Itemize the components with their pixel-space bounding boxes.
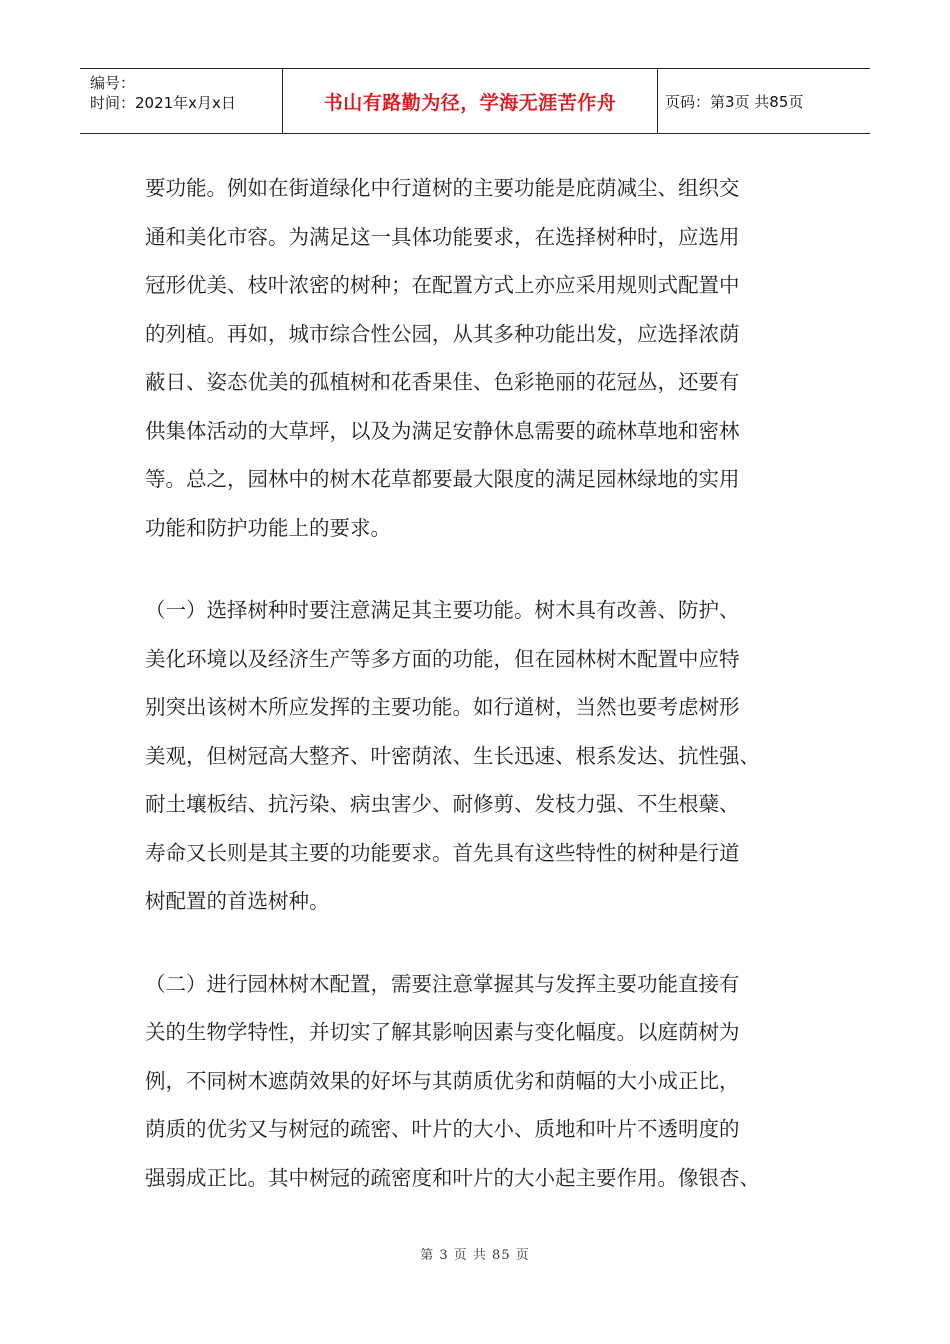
- paragraph-2: [145, 586, 825, 926]
- text-line: 的列植。再如，城市综合性公园，从其多种功能出发，应选择浓荫: [145, 321, 740, 346]
- text-line: 耐土壤板结、抗污染、病虫害少、耐修剪、发枝力强、不生根蘖、: [145, 792, 740, 816]
- text-line: 冠形优美、枝叶浓密的树种；在配置方式上亦应采用规则式配置中: [145, 273, 740, 297]
- text-line: 功能和防护功能上的要求。: [145, 515, 391, 540]
- text-line: 等。总之，园林中的树木花草都要最大限度的满足园林绿地的实用: [145, 467, 740, 491]
- text-line: 美化环境以及经济生产等多方面的功能，但在园林树木配置中应特: [145, 646, 740, 671]
- text-line: 荫质的优劣又与树冠的疏密、叶片的大小、质地和叶片不透明度的: [145, 1117, 740, 1141]
- text-line: 美观，但树冠高大整齐、叶密荫浓、生长迅速、根系发达、抗性强、: [145, 743, 760, 768]
- paragraph-gap: [145, 926, 825, 960]
- serial-label: 编号：: [90, 74, 136, 92]
- paragraph-1: [145, 164, 825, 552]
- page-header: [80, 68, 870, 134]
- document-body: [145, 164, 825, 1202]
- header-meta: [90, 73, 236, 113]
- paragraph-3: [145, 960, 825, 1203]
- text-line: （一）选择树种时要注意满足其主要功能。树木具有改善、防护、: [145, 598, 740, 622]
- text-line: 蔽日、姿态优美的孤植树和花香果佳、色彩艳丽的花冠丛，还要有: [145, 370, 740, 394]
- header-page-info: 页码：第3页 共85页: [665, 92, 804, 111]
- header-motto: 书山有路勤为径，学海无涯苦作舟: [323, 91, 617, 114]
- text-line: 例，不同树木遮荫效果的好坏与其荫质优劣和荫幅的大小成正比，: [145, 1068, 740, 1093]
- text-line: 供集体活动的大草坪，以及为满足安静休息需要的疏林草地和密林: [145, 418, 740, 443]
- text-line: 别突出该树木所应发挥的主要功能。如行道树，当然也要考虑树形: [145, 695, 740, 719]
- time-label: 时间：2021年x月x日: [90, 94, 236, 112]
- page-footer: 第 3 页 共 85 页: [420, 1248, 530, 1263]
- text-line: 树配置的首选树种。: [145, 889, 330, 913]
- text-line: 寿命又长则是其主要的功能要求。首先具有这些特性的树种是行道: [145, 840, 740, 865]
- text-line: 强弱成正比。其中树冠的疏密度和叶片的大小起主要作用。像银杏、: [145, 1165, 760, 1190]
- paragraph-gap: [145, 552, 825, 586]
- text-line: （二）进行园林树木配置，需要注意掌握其与发挥主要功能直接有: [145, 971, 740, 996]
- header-divider-right: [657, 69, 658, 133]
- text-line: 通和美化市容。为满足这一具体功能要求，在选择树种时，应选用: [145, 224, 740, 249]
- text-line: 要功能。例如在街道绿化中行道树的主要功能是庇荫减尘、组织交: [145, 176, 740, 200]
- text-line: 关的生物学特性，并切实了解其影响因素与变化幅度。以庭荫树为: [145, 1020, 740, 1044]
